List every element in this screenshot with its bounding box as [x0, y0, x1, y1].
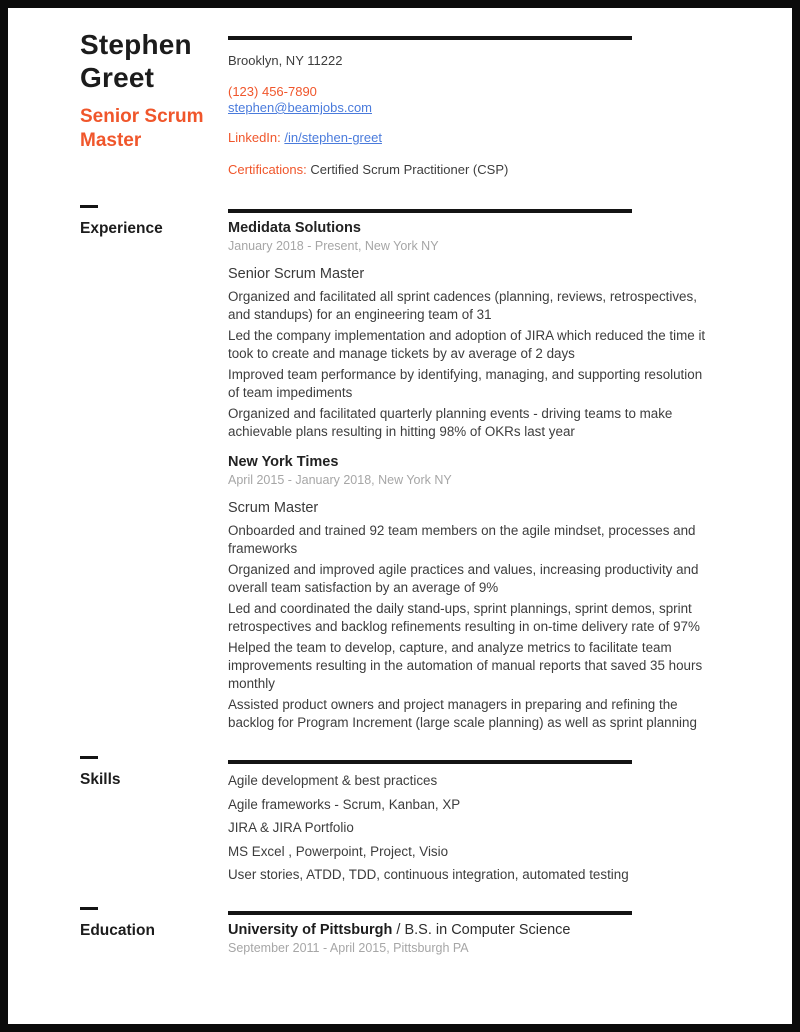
- contact-linkedin-row: [228, 130, 715, 146]
- contact-location: Brooklyn, NY 11222: [228, 53, 343, 68]
- candidate-job-title: Senior Scrum Master: [80, 106, 204, 151]
- job-entry-nyt: [228, 454, 715, 732]
- experience-heading: Experience: [80, 220, 163, 237]
- education-content: [228, 904, 715, 955]
- job-role: Scrum Master: [228, 500, 319, 516]
- contact-phone: (123) 456-7890: [228, 84, 317, 99]
- linkedin-label: LinkedIn:: [228, 130, 281, 145]
- section-divider-rule: [228, 209, 632, 213]
- header-divider-rule: [228, 36, 632, 40]
- company-name: Medidata Solutions: [228, 220, 361, 236]
- job-bullet: Assisted product owners and project managers in preparing and refining the backlog for Program Increment (large scale planning) as well as sprint planning: [228, 697, 697, 730]
- school-name: University of Pittsburgh: [228, 921, 393, 938]
- section-divider-rule: [228, 760, 632, 764]
- skills-label-col: [80, 753, 228, 789]
- education-label-col: [80, 904, 228, 940]
- job-bullet: Onboarded and trained 92 team members on the agile mindset, processes and frameworks: [228, 523, 696, 556]
- candidate-name: Stephen Greet: [80, 29, 192, 93]
- section-dash: [80, 756, 98, 759]
- certifications-value: Certified Scrum Practitioner (CSP): [310, 162, 509, 177]
- section-education: [80, 904, 715, 955]
- job-bullet: Led the company implementation and adoption of JIRA which reduced the time it took to create and manage tickets by av average of 2 days: [228, 328, 706, 361]
- section-dash: [80, 907, 98, 910]
- job-bullet: Organized and facilitated quarterly planning events - driving teams to make achievable plans resulting in hitting 98% of OKRs last year: [228, 406, 673, 439]
- job-bullet: Organized and facilitated all sprint cadences (planning, reviews, retrospectives, and standups) for an engineering team of 31: [228, 289, 697, 322]
- certifications-row: [228, 162, 715, 178]
- education-heading: Education: [80, 921, 155, 939]
- skill-item: User stories, ATDD, TDD, continuous integration, automated testing: [228, 867, 629, 882]
- resume-document: [8, 8, 792, 1024]
- job-role: Senior Scrum Master: [228, 266, 365, 282]
- job-bullet: Helped the team to develop, capture, and analyze metrics to facilitate team improvements resulting in the automation of manual reports that saved 35 hours monthly: [228, 640, 703, 691]
- job-dates: January 2018 - Present, New York NY: [228, 239, 439, 253]
- skills-heading: Skills: [80, 771, 121, 788]
- job-entry-medidata: [228, 220, 715, 441]
- job-bullet: Improved team performance by identifying, managing, and supporting resolution of team impediments: [228, 367, 703, 400]
- contact-phone-email: [228, 84, 715, 116]
- linkedin-link[interactable]: /in/stephen-greet: [284, 130, 382, 145]
- job-dates: April 2015 - January 2018, New York NY: [228, 473, 452, 487]
- skills-content: [228, 753, 715, 885]
- degree: / B.S. in Computer Science: [396, 921, 571, 938]
- skill-item: MS Excel , Powerpoint, Project, Visio: [228, 843, 449, 859]
- skill-item: Agile development & best practices: [228, 773, 438, 788]
- company-name: New York Times: [228, 454, 339, 470]
- certifications-label: Certifications:: [228, 162, 307, 177]
- education-school-line: [228, 922, 715, 938]
- header-left: [80, 26, 228, 153]
- header-right: [228, 26, 715, 178]
- section-experience: [80, 202, 715, 732]
- header: [80, 26, 715, 178]
- skill-item: Agile frameworks - Scrum, Kanban, XP: [228, 796, 461, 812]
- section-skills: [80, 753, 715, 885]
- contact-block: [228, 53, 715, 178]
- section-divider-rule: [228, 911, 632, 915]
- job-bullet: Led and coordinated the daily stand-ups, sprint plannings, sprint demos, sprint retrospectives and backlog refinements resulting in on-time delivery rate of 97%: [228, 601, 700, 634]
- job-bullet: Organized and improved agile practices and values, increasing productivity and overall team satisfaction by an average of 9%: [228, 562, 699, 595]
- contact-email-link[interactable]: stephen@beamjobs.com: [228, 100, 372, 115]
- skill-item: JIRA & JIRA Portfolio: [228, 820, 354, 835]
- education-dates: September 2011 - April 2015, Pittsburgh PA: [228, 940, 469, 955]
- experience-content: [228, 202, 715, 732]
- experience-label-col: [80, 202, 228, 238]
- section-dash: [80, 205, 98, 208]
